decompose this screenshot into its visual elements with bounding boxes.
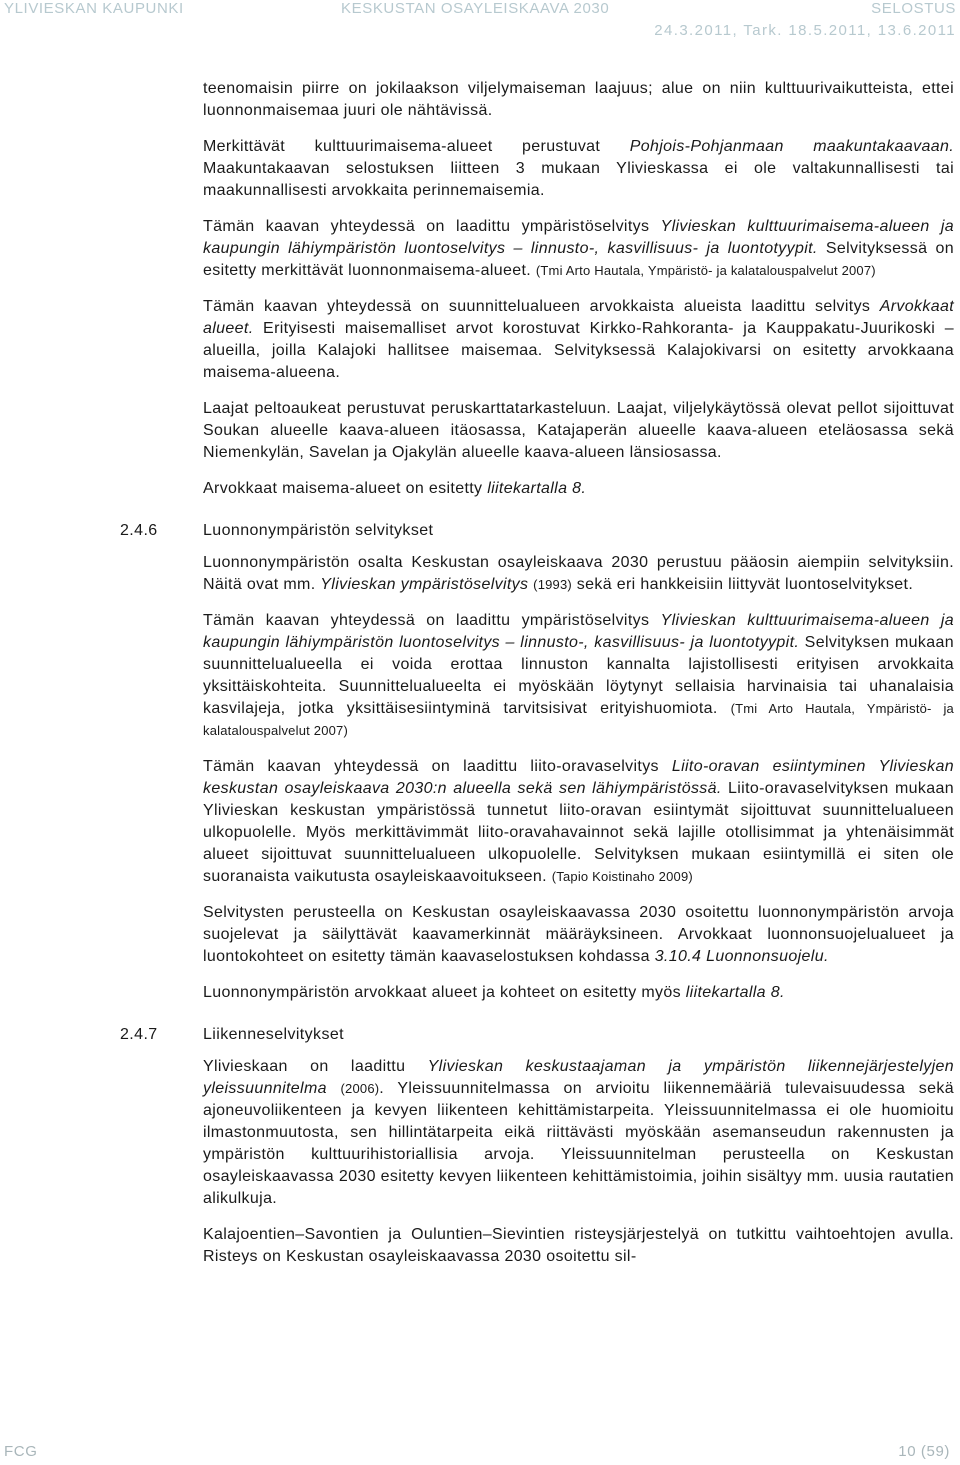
footer-company: FCG xyxy=(4,1443,38,1460)
paragraph: teenomaisin piirre on jokilaakson viljelymaiseman laajuus; alue on niin kulttuurivaikutteista, ettei luonnonmaisemaa juuri ole nähtävissä. xyxy=(203,80,954,119)
page-number: 10 (59) xyxy=(898,1443,950,1460)
citation: (2006) xyxy=(340,1081,380,1096)
paragraph: Laajat peltoaukeat perustuvat peruskarttatarkasteluun. Laajat, viljelykäytössä olevat pellot sijoittuvat Soukan alueelle kaava-alueen itäosassa, Katajaperän alueelle kaava-alueen eteläosassa sekä Niemenkylän, Savelan ja Ojakylän alueelle kaava-alueen länsiosassa. xyxy=(203,400,954,461)
paragraph: Luonnonympäristön osalta Keskustan osayleiskaava 2030 perustuu pääosin aiempiin selvityksiin. Näitä ovat mm. Ylivieskan ympäristöselvitys (1993) sekä eri hankkeisiin liittyvät luontoselvitykset. xyxy=(203,554,954,593)
paragraph: Tämän kaavan yhteydessä on laadittu ympäristöselvitys Ylivieskan kulttuurimaisema-alueen ja kaupungin lähiympäristön luontoselvitys – linnusto-, kasvillisuus- ja luontotyypit. Selvityksen mukaan suunnittelualueella ei voida erottaa linnuston kannalta lajistollisesti erityisen arvokkaita yksittäiskohteita. Suunnittelualueelta ei myöskään löytynyt sellaisia harvinaisia tai uhanalaisia kasvilajeja, jotka yksittäisesiintyminä tarvitsisivat erityishuomiota. (Tmi Arto Hautala, Ympäristö- ja kalatalouspalvelut 2007) xyxy=(203,612,954,738)
section-number: 2.4.6 xyxy=(120,522,158,539)
paragraph: Kalajoentien–Savontien ja Ouluntien–Sievintien risteysjärjestelyä on tutkittu vaihtoehtojen avulla. Risteys on Keskustan osayleiskaavassa 2030 osoitettu sil- xyxy=(203,1226,954,1265)
section-number: 2.4.7 xyxy=(120,1026,158,1043)
section-title: Liikenneselvitykset xyxy=(203,1026,344,1043)
paragraph: Merkittävät kulttuurimaisema-alueet perustuvat Pohjois-Pohjanmaan maakuntakaavaan. Maakuntakaavan selostuksen liitteen 3 mukaan Ylivieskassa ei ole valtakunnallisesti tai maakunnallisesti arvokkaita perinnemaisemia. xyxy=(203,138,955,199)
section-title: Luonnonympäristön selvitykset xyxy=(203,522,434,539)
page-header xyxy=(0,0,960,44)
citation: (Tmi Arto Hautala, Ympäristö- ja kalatalouspalvelut 2007) xyxy=(203,701,954,738)
paragraph: Tämän kaavan yhteydessä on laadittu ympäristöselvitys Ylivieskan kulttuurimaisema-alueen ja kaupungin lähiympäristön luontoselvitys – linnusto-, kasvillisuus- ja luontotyypit. Selvityksessä on esitetty merkittävät luonnonmaisema-alueet. (Tmi Arto Hautala, Ympäristö- ja kalatalouspalvelut 2007) xyxy=(203,218,954,279)
header-organization: YLIVIESKAN KAUPUNKI xyxy=(4,0,184,17)
header-dates: 24.3.2011, Tark. 18.5.2011, 13.6.2011 xyxy=(654,22,956,39)
page-footer xyxy=(0,1443,960,1465)
section-heading-2-4-6 xyxy=(120,520,954,542)
paragraph: Tämän kaavan yhteydessä on laadittu liito-oravaselvitys Liito-oravan esiintyminen Ylivieskan keskustan osayleiskaava 2030:n alueella sekä sen lähiympäristössä. Liito-oravaselvityksen mukaan Ylivieskan keskustan ympäristössä tunnetut liito-oravan esiintymät sijoittuvat suunnittelualueen ulkopuolelle. Myös merkittävimmät liito-oravahavainnot sekä lajille otollisimmat ja yhtenäisimmät alueet sijoittuvat suunnittelualueen ulkopuolelle. Selvityksen mukaan esiintymillä ei siten ole suoranaista vaikutusta osayleiskaavoitukseen. (Tapio Koistinaho 2009) xyxy=(203,758,954,885)
paragraph: Tämän kaavan yhteydessä on suunnittelualueen arvokkaista alueista laadittu selvitys Arvokkaat alueet. Erityisesti maisemalliset arvot korostuvat Kirkko-Rahkoranta- ja Kauppakatu-Juurikoski –alueilla, joilla Kalajoki hallitsee maisemaa. Selvityksessä Kalajokivarsi on esitetty arvokkaana maisema-alueena. xyxy=(203,298,954,381)
paragraph: Selvitysten perusteella on Keskustan osayleiskaavassa 2030 osoitettu luonnonympäristön arvoja suojelevat ja säilyttävät kaavamerkinnät määräyksineen. Arvokkaat luonnonsuojelualueet ja luontokohteet on esitetty tämän kaavaselostuksen kohdassa 3.10.4 Luonnonsuojelu. xyxy=(203,904,954,965)
page-body xyxy=(120,78,955,1282)
citation: (Tapio Koistinaho 2009) xyxy=(551,869,693,884)
paragraph: Arvokkaat maisema-alueet on esitetty liitekartalla 8. xyxy=(203,480,587,497)
citation: (1993) xyxy=(533,577,572,592)
header-document-title: KESKUSTAN OSAYLEISKAAVA 2030 xyxy=(341,0,610,17)
section-heading-2-4-7 xyxy=(120,1024,954,1046)
header-document-type: SELOSTUS xyxy=(871,0,956,17)
paragraph: Luonnonympäristön arvokkaat alueet ja kohteet on esitetty myös liitekartalla 8. xyxy=(203,984,785,1001)
paragraph: Ylivieskaan on laadittu Ylivieskan keskustaajaman ja ympäristön liikennejärjestelyjen yleissuunnitelma (2006). Yleissuunnitelmassa on arvioitu liikennemääriä tulevaisuudessa sekä ajoneuvoliikenteen ja kevyen liikenteen kehittämistarpeita. Yleissuunnitelmassa ei ole huomioitu ilmastonmuutosta, sen hillintätarpeita eikä riittävästi myöskään asemanseudun rakennusten ja ympäristön kulttuurihistoriallisia arvoja. Yleissuunnitelman perusteella on Keskustan osayleiskaavassa 2030 esitetty kevyen liikenteen kehittämistoimia, joihin sisältyy mm. uusia rautatien alikulkuja. xyxy=(203,1058,954,1207)
citation: (Tmi Arto Hautala, Ympäristö- ja kalatalouspalvelut 2007) xyxy=(535,263,876,278)
